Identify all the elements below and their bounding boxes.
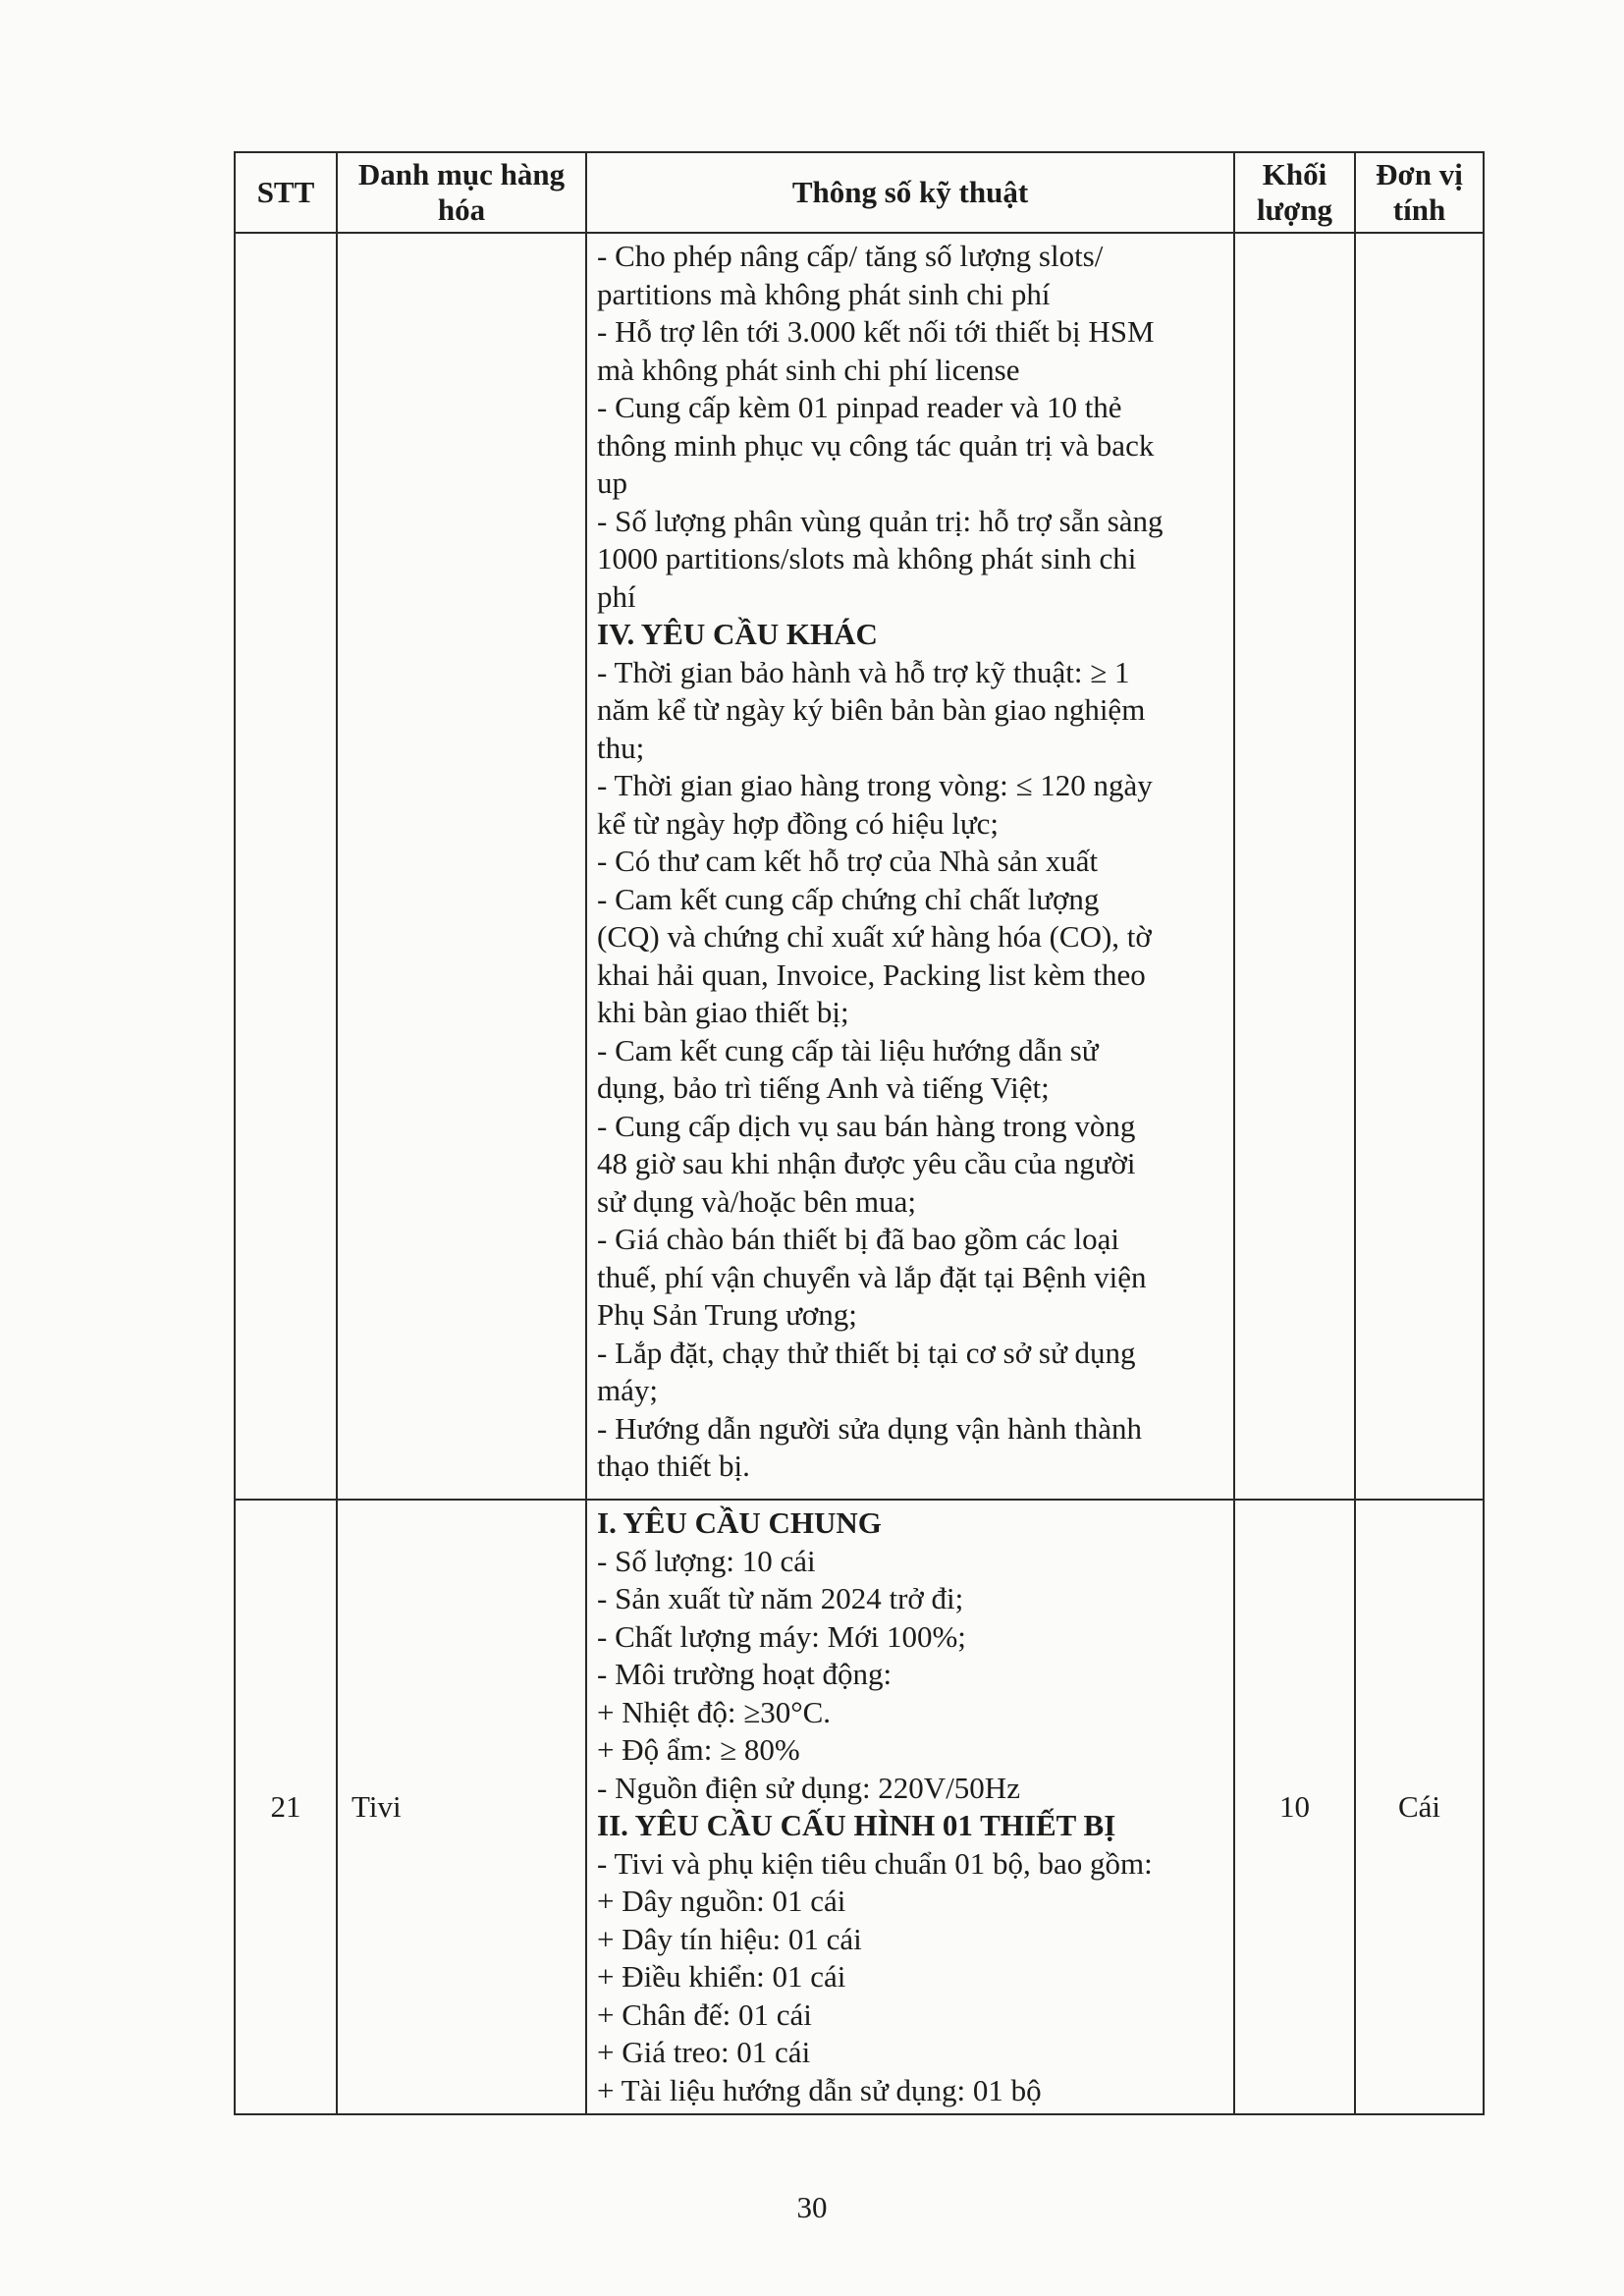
spec-line: + Dây tín hiệu: 01 cái	[597, 1921, 862, 1956]
page-number: 30	[796, 2190, 828, 2224]
spec-line: - Số lượng phân vùng quản trị: hỗ trợ sẵn sàng	[597, 503, 1164, 538]
spec-line: - Tivi và phụ kiện tiêu chuẩn 01 bộ, bao gồm:	[597, 1845, 1153, 1881]
cell-quantity: 10	[1234, 1500, 1355, 2114]
spec-line: + Dây nguồn: 01 cái	[597, 1884, 846, 1918]
spec-line: năm kể từ ngày ký biên bản bàn giao nghiệm	[597, 692, 1146, 727]
header-unit: Đơn vị tính	[1355, 152, 1484, 233]
spec-line: mà không phát sinh chi phí license	[597, 352, 1020, 387]
cell-quantity	[1234, 233, 1355, 1500]
spec-line: - Cho phép nâng cấp/ tăng số lượng slots/	[597, 239, 1104, 273]
table-header-row	[235, 152, 1484, 233]
spec-line: - Hỗ trợ lên tới 3.000 kết nối tới thiết bị HSM	[597, 314, 1155, 349]
cell-spec	[586, 1500, 1234, 2114]
spec-line: + Tài liệu hướng dẫn sử dụng: 01 bộ	[597, 2072, 1042, 2107]
header-spec: Thông số kỹ thuật	[586, 152, 1234, 233]
spec-line: phí	[597, 578, 636, 614]
spec-line: thạo thiết bị.	[597, 1449, 750, 1483]
cell-spec	[586, 233, 1234, 1500]
spec-lines-configuration	[597, 1845, 1223, 2110]
spec-line: - Chất lượng máy: Mới 100%;	[597, 1618, 966, 1654]
header-stt: STT	[235, 152, 337, 233]
spec-line: (CQ) và chứng chỉ xuất xứ hàng hóa (CO), tờ	[597, 919, 1152, 954]
spec-lines-general-requirements	[597, 1543, 1223, 1808]
section-title-configuration: II. YÊU CẦU CẤU HÌNH 01 THIẾT BỊ	[597, 1808, 1116, 1842]
spec-line: sử dụng và/hoặc bên mua;	[597, 1183, 917, 1219]
section-title-general-requirements: I. YÊU CẦU CHUNG	[597, 1505, 882, 1540]
section-title-other-requirements: IV. YÊU CẦU KHÁC	[597, 617, 878, 651]
spec-line: - Số lượng: 10 cái	[597, 1543, 816, 1578]
spec-line: - Nguồn điện sử dụng: 220V/50Hz	[597, 1770, 1020, 1805]
spec-line: - Cam kết cung cấp tài liệu hướng dẫn sử	[597, 1032, 1099, 1067]
spec-table	[234, 151, 1485, 2115]
cell-unit	[1355, 233, 1484, 1500]
spec-line: + Độ ẩm: ≥ 80%	[597, 1732, 800, 1767]
spec-line: khi bàn giao thiết bị;	[597, 995, 849, 1029]
cell-stt	[235, 233, 337, 1500]
spec-line: thuế, phí vận chuyển và lắp đặt tại Bệnh viện	[597, 1259, 1147, 1294]
spec-lines	[597, 238, 1223, 616]
spec-line: up	[597, 465, 627, 500]
spec-line: - Cung cấp dịch vụ sau bán hàng trong vòng	[597, 1108, 1136, 1143]
spec-line: dụng, bảo trì tiếng Anh và tiếng Việt;	[597, 1070, 1050, 1105]
spec-lines-other-requirements	[597, 654, 1223, 1486]
table-row-continued	[235, 233, 1484, 1500]
spec-line: - Có thư cam kết hỗ trợ của Nhà sản xuất	[597, 844, 1099, 878]
spec-line: 1000 partitions/slots mà không phát sinh chi	[597, 541, 1137, 575]
spec-line: - Môi trường hoạt động:	[597, 1657, 893, 1691]
spec-line: thông minh phục vụ công tác quản trị và back	[597, 427, 1155, 463]
spec-line: 48 giờ sau khi nhận được yêu cầu của người	[597, 1146, 1136, 1180]
header-item-name: Danh mục hàng hóa	[337, 152, 586, 233]
spec-line: partitions mà không phát sinh chi phí	[597, 276, 1051, 311]
spec-line: khai hải quan, Invoice, Packing list kèm theo	[597, 957, 1146, 992]
spec-line: - Giá chào bán thiết bị đã bao gồm các loại	[597, 1222, 1119, 1256]
spec-line: - Thời gian giao hàng trong vòng: ≤ 120 ngày	[597, 768, 1153, 802]
cell-unit: Cái	[1355, 1500, 1484, 2114]
spec-line: + Điều khiển: 01 cái	[597, 1959, 846, 1994]
spec-line: - Thời gian bảo hành và hỗ trợ kỹ thuật: ≥ 1	[597, 654, 1130, 689]
spec-line: - Sản xuất từ năm 2024 trở đi;	[597, 1581, 964, 1615]
cell-item-name	[337, 233, 586, 1500]
spec-line: + Chân đế: 01 cái	[597, 1996, 812, 2032]
spec-line: - Cam kết cung cấp chứng chỉ chất lượng	[597, 881, 1100, 916]
spec-line: - Hướng dẫn người sửa dụng vận hành thành	[597, 1410, 1142, 1446]
spec-line: Phụ Sản Trung ương;	[597, 1297, 857, 1332]
spec-line: - Lắp đặt, chạy thử thiết bị tại cơ sở sử dụng	[597, 1335, 1136, 1370]
spec-line: thu;	[597, 730, 645, 765]
spec-line: + Nhiệt độ: ≥30°C.	[597, 1694, 832, 1729]
header-quantity: Khối lượng	[1234, 152, 1355, 233]
table-row-21	[235, 1500, 1484, 2114]
spec-line: máy;	[597, 1373, 658, 1407]
cell-item-name: Tivi	[337, 1500, 586, 2114]
spec-line: - Cung cấp kèm 01 pinpad reader và 10 thẻ	[597, 390, 1122, 424]
spec-line: + Giá treo: 01 cái	[597, 2035, 811, 2069]
cell-stt: 21	[235, 1500, 337, 2114]
spec-line: kể từ ngày hợp đồng có hiệu lực;	[597, 805, 999, 841]
